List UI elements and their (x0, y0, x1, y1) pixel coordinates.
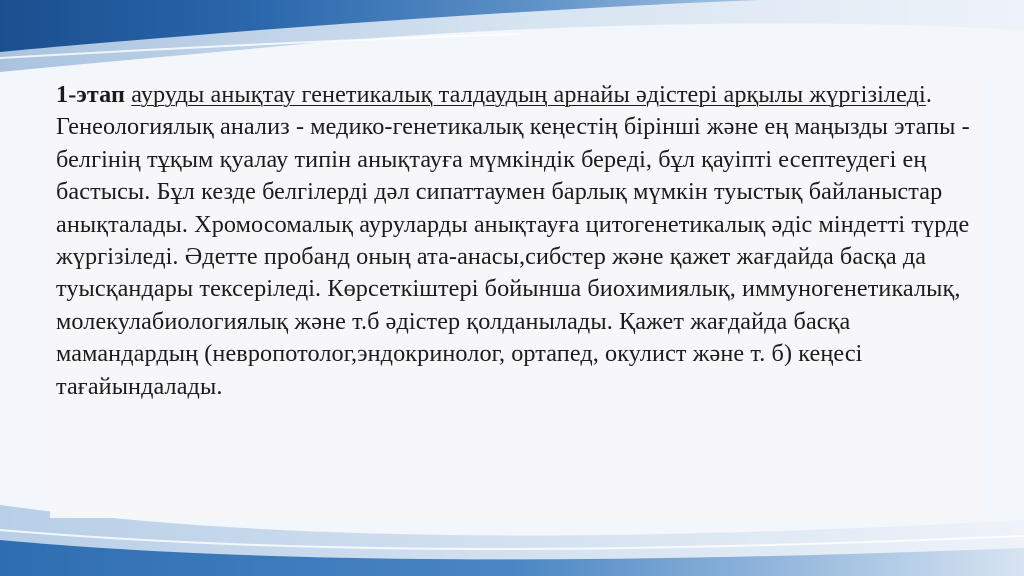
slide-body-text (56, 79, 991, 403)
stage-definition: ауруды анықтау генетикалық талдаудың арнайы әдістері арқылы жүргізіледі (131, 81, 926, 108)
stage-label: 1-этап (56, 81, 126, 108)
stage-description: . Генеологиялық анализ - медико-генетикалық кеңестің бірінші және ең маңызды этапы - белгінің тұқым қуалау типін анықтауға мүмкіндік береді, бұл қауіпті есептеудегі ең бастысы. Бұл кезде белгілерді дәл сипаттаумен барлық мүмкін туыстық байланыстар анықталады. Хромосомалық ауруларды анықтауға цитогенетикалық әдіс міндетті түрде жүргізіледі. Әдетте пробанд оның ата-анасы,сибстер және қажет жағдайда басқа да туысқандары тексеріледі. Көрсеткіштері бойынша биохимиялық, иммуногенетикалық, молекулабиологиялық және т.б әдістер қолданылады. Қажет жағдайда басқа мамандардың (невропотолог,эндокринолог, ортапед, окулист және т. б) кеңесі тағайындалады. (56, 81, 970, 400)
